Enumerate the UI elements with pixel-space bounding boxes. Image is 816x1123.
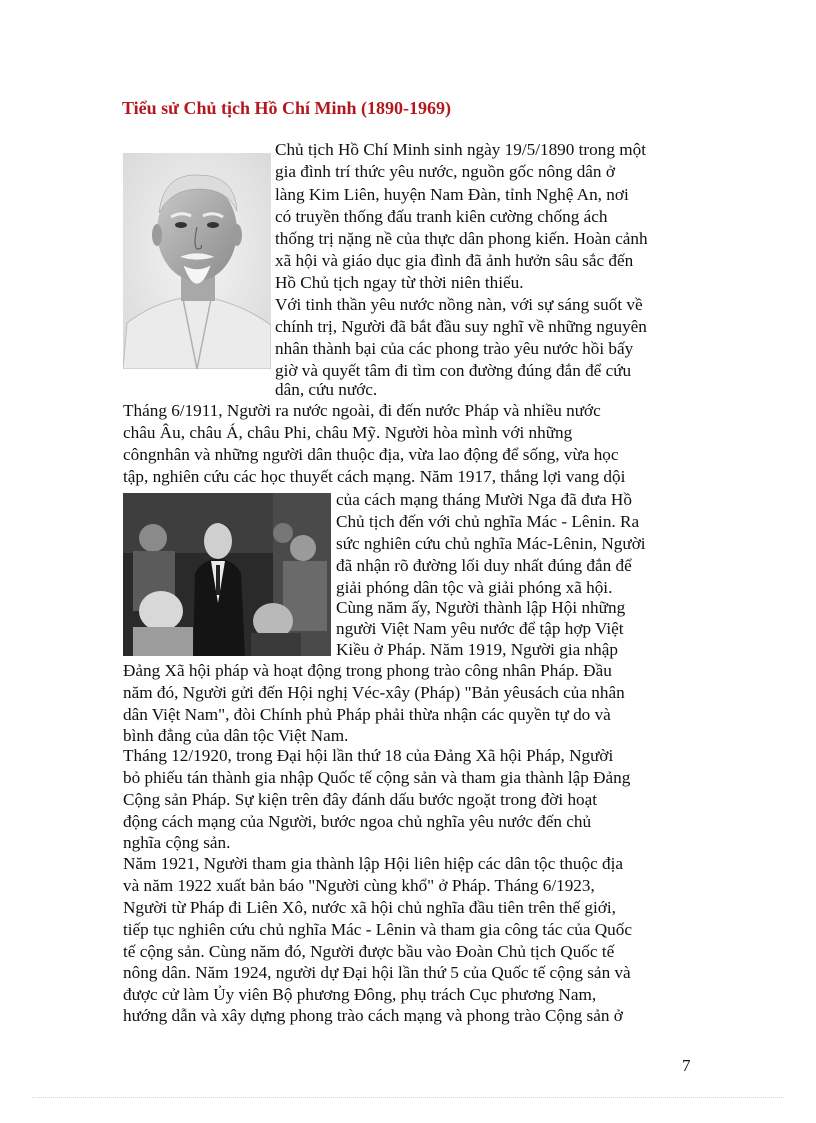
- text-line: động cách mạng của Người, bước ngoa chủ nghĩa yêu nước đến chủ: [123, 812, 592, 831]
- text-line: làng Kim Liên, huyện Nam Đàn, tỉnh Nghệ An, nơi: [275, 185, 629, 204]
- text-line: Tháng 6/1911, Người ra nước ngoài, đi đến nước Pháp và nhiều nước: [123, 401, 601, 420]
- text-line: Năm 1921, Người tham gia thành lập Hội liên hiệp các dân tộc thuộc địa: [123, 854, 623, 873]
- text-line: tiếp tục nghiên cứu chủ nghĩa Mác - Lênin và tham gia công tác của Quốc: [123, 920, 633, 939]
- text-line: nhân thành bại của các phong trào yêu nước hồi bấy: [275, 339, 634, 358]
- text-line: nghĩa cộng sản.: [123, 833, 231, 852]
- text-line: giải phóng dân tộc và giải phóng xã hội.: [336, 578, 613, 597]
- text-line: Kiều ở Pháp. Năm 1919, Người gia nhập: [336, 640, 618, 659]
- page-number: 7: [682, 1056, 691, 1075]
- text-line: bình đẳng của dân tộc Việt Nam.: [123, 726, 349, 745]
- text-line: dân Việt Nam", đòi Chính phủ Pháp phải thừa nhận các quyền tự do và: [123, 705, 611, 724]
- text-line: dân, cứu nước.: [275, 380, 378, 399]
- text-line: Tháng 12/1920, trong Đại hội lần thứ 18 của Đảng Xã hội Pháp, Người: [123, 746, 614, 765]
- text-line: Người từ Pháp đi Liên Xô, nước xã hội chủ nghĩa đầu tiên trên thế giới,: [123, 898, 616, 917]
- text-line: có truyền thống đấu tranh kiên cường chống ách: [275, 207, 608, 226]
- group-photo: [123, 493, 331, 656]
- text-line: đã nhận rõ đường lối duy nhất đúng đắn để: [336, 556, 632, 575]
- text-line: bỏ phiếu tán thành gia nhập Quốc tế cộng sản và tham gia thành lập Đảng: [123, 768, 631, 787]
- text-line: sức nghiên cứu chủ nghĩa Mác-Lênin, Người: [336, 534, 646, 553]
- page-footer-divider: [32, 1097, 784, 1098]
- text-line: gia đình trí thức yêu nước, nguồn gốc nông dân ở: [275, 162, 615, 181]
- document-title: Tiểu sử Chủ tịch Hồ Chí Minh (1890-1969): [122, 98, 452, 118]
- text-line: năm đó, Người gửi đến Hội nghị Véc-xây (Pháp) "Bản yêusách của nhân: [123, 683, 625, 702]
- text-line: người Việt Nam yêu nước để tập hợp Việt: [336, 619, 624, 638]
- text-line: và năm 1922 xuất bản báo "Người cùng khổ" ở Pháp. Tháng 6/1923,: [123, 876, 595, 895]
- text-line: Với tinh thần yêu nước nồng nàn, với sự sáng suốt về: [275, 295, 643, 314]
- text-line: Chủ tịch Hồ Chí Minh sinh ngày 19/5/1890 trong một: [275, 140, 646, 159]
- text-line: Chủ tịch đến với chủ nghĩa Mác - Lênin. Ra: [336, 512, 640, 531]
- text-line: Cộng sản Pháp. Sự kiện trên đây đánh dấu bước ngoặt trong đời hoạt: [123, 790, 598, 809]
- text-line: Cùng năm ấy, Người thành lập Hội những: [336, 598, 626, 617]
- text-line: chính trị, Người đã bắt đầu suy nghĩ về những nguyên: [275, 317, 647, 336]
- text-line: giờ và quyết tâm đi tìm con đường đúng đắn để cứu: [275, 361, 632, 380]
- text-line: hướng dẫn và xây dựng phong trào cách mạng và phong trào Cộng sản ở: [123, 1006, 623, 1025]
- text-line: nông dân. Năm 1924, người dự Đại hội lần thứ 5 của Quốc tế cộng sản và: [123, 963, 631, 982]
- text-line: xã hội và giáo dục gia đình đã ảnh hưởn sâu sắc đến: [275, 251, 634, 270]
- portrait-photo: [123, 153, 271, 369]
- text-line: tế cộng sản. Cùng năm đó, Người được bầu vào Đoàn Chủ tịch Quốc tế: [123, 942, 615, 961]
- text-line: Đảng Xã hội pháp và hoạt động trong phong trào công nhân Pháp. Đầu: [123, 661, 612, 680]
- text-line: được cử làm Ủy viên Bộ phương Đông, phụ trách Cục phương Nam,: [123, 985, 597, 1004]
- text-line: của cách mạng tháng Mười Nga đã đưa Hồ: [336, 490, 632, 509]
- text-line: côngnhân và những người dân thuộc địa, vừa lao động để sống, vừa học: [123, 445, 619, 464]
- text-line: Hồ Chủ tịch ngay từ thời niên thiếu.: [275, 273, 524, 292]
- text-line: tập, nghiên cứu các học thuyết cách mạng. Năm 1917, thắng lợi vang dội: [123, 467, 626, 486]
- text-line: châu Âu, châu Á, châu Phi, châu Mỹ. Người hòa mình với những: [123, 423, 573, 442]
- text-line: thống trị nặng nề của thực dân phong kiến. Hoàn cảnh: [275, 229, 648, 248]
